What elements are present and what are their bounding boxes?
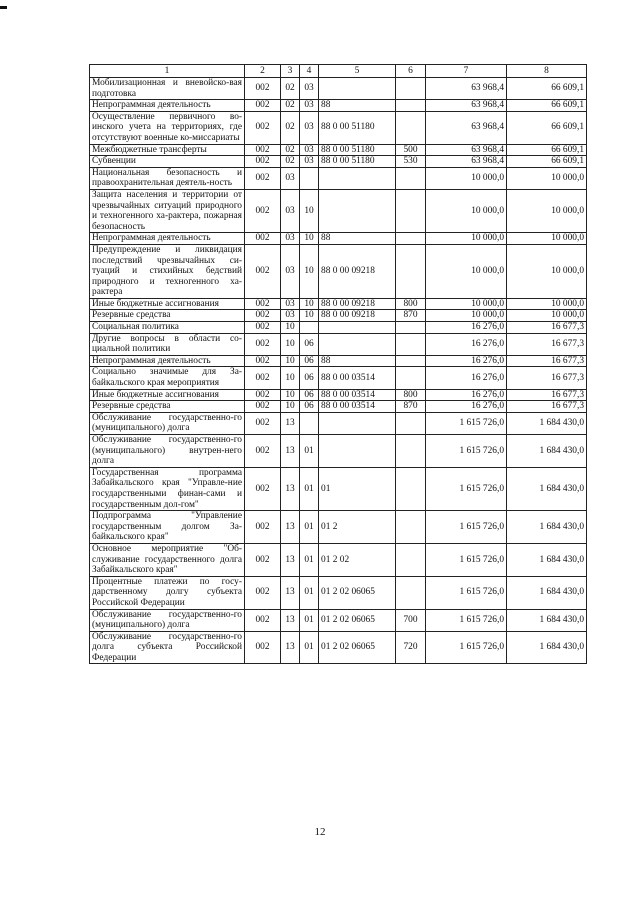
header-cell: 7 <box>426 65 507 78</box>
section-code-cell: 03 <box>281 310 300 322</box>
target-item-cell <box>319 78 396 100</box>
amount-year2-cell: 66 609,1 <box>507 144 587 156</box>
gov-code-cell: 002 <box>245 435 281 468</box>
header-cell: 8 <box>507 65 587 78</box>
subsection-code-cell: 06 <box>300 401 319 413</box>
subsection-code-cell: 10 <box>300 298 319 310</box>
amount-year1-cell: 16 276,0 <box>426 401 507 413</box>
subsection-code-cell: 01 <box>300 576 319 609</box>
amount-year1-cell: 16 276,0 <box>426 322 507 334</box>
section-code-cell: 13 <box>281 511 300 544</box>
expense-type-cell: 530 <box>396 156 426 168</box>
page-number: 12 <box>314 826 326 838</box>
amount-year2-cell: 1 684 430,0 <box>507 511 587 544</box>
row-name-cell: Обслуживание государственно-го (муниципального) долга <box>90 609 245 631</box>
amount-year2-cell: 16 677,3 <box>507 389 587 401</box>
amount-year1-cell: 16 276,0 <box>426 333 507 355</box>
row-name-cell: Подпрограмма "Управление государственным долгом За-байкальского края" <box>90 511 245 544</box>
gov-code-cell: 002 <box>245 111 281 144</box>
gov-code-cell: 002 <box>245 389 281 401</box>
amount-year1-cell: 1 615 726,0 <box>426 631 507 664</box>
section-code-cell: 13 <box>281 631 300 664</box>
subsection-code-cell: 01 <box>300 543 319 576</box>
table-row <box>90 111 587 144</box>
row-name-cell: Процентные платежи по госу-дарственному долгу субъекта Российской Федерации <box>90 576 245 609</box>
amount-year1-cell: 16 276,0 <box>426 389 507 401</box>
section-code-cell: 13 <box>281 576 300 609</box>
expense-type-cell <box>396 189 426 232</box>
expense-type-cell <box>396 333 426 355</box>
expense-type-cell: 700 <box>396 609 426 631</box>
expense-type-cell <box>396 78 426 100</box>
subsection-code-cell: 06 <box>300 355 319 367</box>
table-row <box>90 189 587 232</box>
amount-year2-cell: 16 677,3 <box>507 333 587 355</box>
row-name-cell: Обслуживание государственно-го долга субъекта Российской Федерации <box>90 631 245 664</box>
section-code-cell: 03 <box>281 189 300 232</box>
amount-year1-cell: 10 000,0 <box>426 167 507 189</box>
subsection-code-cell: 06 <box>300 389 319 401</box>
expense-type-cell <box>396 244 426 298</box>
gov-code-cell: 002 <box>245 100 281 112</box>
row-name-cell: Резервные средства <box>90 310 245 322</box>
gov-code-cell: 002 <box>245 467 281 510</box>
section-code-cell: 13 <box>281 609 300 631</box>
gov-code-cell: 002 <box>245 367 281 389</box>
subsection-code-cell: 10 <box>300 189 319 232</box>
expense-type-cell: 720 <box>396 631 426 664</box>
gov-code-cell: 002 <box>245 144 281 156</box>
table-row <box>90 233 587 245</box>
table-row <box>90 576 587 609</box>
row-name-cell: Национальная безопасность и правоохранительная деятель-ность <box>90 167 245 189</box>
row-name-cell: Иные бюджетные ассигнования <box>90 298 245 310</box>
amount-year1-cell: 1 615 726,0 <box>426 576 507 609</box>
header-cell: 3 <box>281 65 300 78</box>
target-item-cell: 88 <box>319 233 396 245</box>
expense-type-cell <box>396 233 426 245</box>
expense-type-cell <box>396 355 426 367</box>
section-code-cell: 10 <box>281 322 300 334</box>
amount-year2-cell: 66 609,1 <box>507 156 587 168</box>
gov-code-cell: 002 <box>245 233 281 245</box>
row-name-cell: Непрограммная деятельность <box>90 233 245 245</box>
expense-type-cell <box>396 111 426 144</box>
target-item-cell <box>319 333 396 355</box>
subsection-code-cell: 06 <box>300 367 319 389</box>
expense-type-cell <box>396 435 426 468</box>
amount-year2-cell: 1 684 430,0 <box>507 631 587 664</box>
target-item-cell: 88 0 00 51180 <box>319 156 396 168</box>
amount-year1-cell: 63 968,4 <box>426 100 507 112</box>
row-name-cell: Непрограммная деятельность <box>90 355 245 367</box>
subsection-code-cell: 03 <box>300 156 319 168</box>
header-cell: 6 <box>396 65 426 78</box>
row-name-cell: Непрограммная деятельность <box>90 100 245 112</box>
section-code-cell: 10 <box>281 333 300 355</box>
header-cell: 2 <box>245 65 281 78</box>
section-code-cell: 13 <box>281 467 300 510</box>
amount-year2-cell: 1 684 430,0 <box>507 609 587 631</box>
expense-type-cell <box>396 543 426 576</box>
amount-year2-cell: 1 684 430,0 <box>507 543 587 576</box>
subsection-code-cell <box>300 167 319 189</box>
gov-code-cell: 002 <box>245 78 281 100</box>
expense-type-cell <box>396 322 426 334</box>
scan-corner-mark <box>0 6 7 9</box>
amount-year1-cell: 1 615 726,0 <box>426 412 507 434</box>
target-item-cell: 01 2 02 06065 <box>319 631 396 664</box>
row-name-cell: Предупреждение и ликвидация последствий чрезвычайных си-туаций и стихийных бедствий природного и техногенного ха-рактера <box>90 244 245 298</box>
table-row <box>90 100 587 112</box>
section-code-cell: 03 <box>281 244 300 298</box>
target-item-cell: 88 0 00 03514 <box>319 389 396 401</box>
subsection-code-cell: 01 <box>300 467 319 510</box>
amount-year1-cell: 1 615 726,0 <box>426 543 507 576</box>
subsection-code-cell: 03 <box>300 78 319 100</box>
section-code-cell: 10 <box>281 367 300 389</box>
row-name-cell: Другие вопросы в области со-циальной политики <box>90 333 245 355</box>
target-item-cell <box>319 167 396 189</box>
table-row <box>90 389 587 401</box>
amount-year1-cell: 63 968,4 <box>426 156 507 168</box>
gov-code-cell: 002 <box>245 322 281 334</box>
row-name-cell: Субвенции <box>90 156 245 168</box>
amount-year2-cell: 16 677,3 <box>507 355 587 367</box>
gov-code-cell: 002 <box>245 401 281 413</box>
section-code-cell: 13 <box>281 412 300 434</box>
row-name-cell: Межбюджетные трансферты <box>90 144 245 156</box>
row-name-cell: Социально значимые для За-байкальского края мероприятия <box>90 367 245 389</box>
subsection-code-cell <box>300 322 319 334</box>
row-name-cell: Мобилизационная и вневойско-вая подготовка <box>90 78 245 100</box>
row-name-cell: Осуществление первичного во-инского учета на территориях, где отсутствуют военные ко-миссариаты <box>90 111 245 144</box>
section-code-cell: 13 <box>281 543 300 576</box>
row-name-cell: Защита населения и территории от чрезвычайных ситуаций природного и техногенного ха-рактера, пожарная безопасность <box>90 189 245 232</box>
target-item-cell: 01 2 <box>319 511 396 544</box>
gov-code-cell: 002 <box>245 310 281 322</box>
amount-year2-cell: 1 684 430,0 <box>507 412 587 434</box>
subsection-code-cell: 01 <box>300 631 319 664</box>
target-item-cell: 01 2 02 06065 <box>319 609 396 631</box>
gov-code-cell: 002 <box>245 631 281 664</box>
expense-type-cell <box>396 576 426 609</box>
expense-type-cell: 870 <box>396 401 426 413</box>
section-code-cell: 13 <box>281 435 300 468</box>
expense-type-cell <box>396 367 426 389</box>
expense-type-cell: 800 <box>396 389 426 401</box>
table-row <box>90 435 587 468</box>
header-cell: 5 <box>319 65 396 78</box>
header-row <box>90 65 587 78</box>
table-row <box>90 322 587 334</box>
amount-year2-cell: 10 000,0 <box>507 167 587 189</box>
budget-table <box>89 64 587 664</box>
subsection-code-cell: 10 <box>300 233 319 245</box>
amount-year1-cell: 1 615 726,0 <box>426 435 507 468</box>
amount-year1-cell: 16 276,0 <box>426 355 507 367</box>
section-code-cell: 10 <box>281 401 300 413</box>
target-item-cell <box>319 322 396 334</box>
table-row <box>90 367 587 389</box>
subsection-code-cell: 01 <box>300 511 319 544</box>
table-row <box>90 310 587 322</box>
row-name-cell: Государственная программа Забайкальского края "Управле-ние государственными финан-сами и государственным дол-гом" <box>90 467 245 510</box>
expense-type-cell: 870 <box>396 310 426 322</box>
amount-year1-cell: 16 276,0 <box>426 367 507 389</box>
amount-year2-cell: 10 000,0 <box>507 244 587 298</box>
table-row <box>90 78 587 100</box>
amount-year2-cell: 10 000,0 <box>507 310 587 322</box>
table-row <box>90 355 587 367</box>
gov-code-cell: 002 <box>245 609 281 631</box>
table-row <box>90 412 587 434</box>
section-code-cell: 03 <box>281 233 300 245</box>
amount-year1-cell: 10 000,0 <box>426 244 507 298</box>
amount-year1-cell: 10 000,0 <box>426 233 507 245</box>
amount-year1-cell: 63 968,4 <box>426 78 507 100</box>
expense-type-cell <box>396 412 426 434</box>
gov-code-cell: 002 <box>245 412 281 434</box>
amount-year2-cell: 1 684 430,0 <box>507 467 587 510</box>
amount-year2-cell: 1 684 430,0 <box>507 435 587 468</box>
target-item-cell: 88 0 00 03514 <box>319 367 396 389</box>
target-item-cell: 01 2 02 <box>319 543 396 576</box>
table-row <box>90 467 587 510</box>
row-name-cell: Иные бюджетные ассигнования <box>90 389 245 401</box>
gov-code-cell: 002 <box>245 167 281 189</box>
gov-code-cell: 002 <box>245 333 281 355</box>
header-cell: 4 <box>300 65 319 78</box>
subsection-code-cell: 10 <box>300 310 319 322</box>
section-code-cell: 10 <box>281 355 300 367</box>
subsection-code-cell: 03 <box>300 111 319 144</box>
table-row <box>90 543 587 576</box>
amount-year1-cell: 63 968,4 <box>426 111 507 144</box>
amount-year2-cell: 10 000,0 <box>507 298 587 310</box>
section-code-cell: 03 <box>281 167 300 189</box>
gov-code-cell: 002 <box>245 511 281 544</box>
amount-year1-cell: 1 615 726,0 <box>426 609 507 631</box>
row-name-cell: Основное мероприятие "Об-служивание государственного долга Забайкальского края" <box>90 543 245 576</box>
section-code-cell: 02 <box>281 100 300 112</box>
target-item-cell <box>319 435 396 468</box>
target-item-cell: 88 0 00 51180 <box>319 111 396 144</box>
expense-type-cell <box>396 467 426 510</box>
section-code-cell: 02 <box>281 144 300 156</box>
target-item-cell <box>319 189 396 232</box>
subsection-code-cell: 01 <box>300 609 319 631</box>
gov-code-cell: 002 <box>245 189 281 232</box>
section-code-cell: 02 <box>281 156 300 168</box>
table-body <box>90 78 587 664</box>
table-row <box>90 298 587 310</box>
amount-year2-cell: 66 609,1 <box>507 78 587 100</box>
table-row <box>90 156 587 168</box>
table-row <box>90 144 587 156</box>
row-name-cell: Обслуживание государственно-го (муниципального) долга <box>90 412 245 434</box>
row-name-cell: Обслуживание государственно-го (муниципального) внутрен-него долга <box>90 435 245 468</box>
gov-code-cell: 002 <box>245 543 281 576</box>
amount-year1-cell: 10 000,0 <box>426 189 507 232</box>
table-row <box>90 167 587 189</box>
subsection-code-cell: 03 <box>300 100 319 112</box>
amount-year2-cell: 66 609,1 <box>507 111 587 144</box>
section-code-cell: 10 <box>281 389 300 401</box>
amount-year2-cell: 1 684 430,0 <box>507 576 587 609</box>
expense-type-cell: 500 <box>396 144 426 156</box>
subsection-code-cell: 10 <box>300 244 319 298</box>
target-item-cell: 88 0 00 09218 <box>319 310 396 322</box>
amount-year2-cell: 10 000,0 <box>507 233 587 245</box>
target-item-cell: 01 2 02 06065 <box>319 576 396 609</box>
amount-year1-cell: 10 000,0 <box>426 298 507 310</box>
subsection-code-cell: 03 <box>300 144 319 156</box>
target-item-cell: 01 <box>319 467 396 510</box>
target-item-cell: 88 <box>319 355 396 367</box>
row-name-cell: Социальная политика <box>90 322 245 334</box>
table-row <box>90 609 587 631</box>
subsection-code-cell: 01 <box>300 435 319 468</box>
amount-year1-cell: 1 615 726,0 <box>426 467 507 510</box>
gov-code-cell: 002 <box>245 355 281 367</box>
target-item-cell: 88 0 00 09218 <box>319 298 396 310</box>
amount-year2-cell: 10 000,0 <box>507 189 587 232</box>
expense-type-cell <box>396 511 426 544</box>
section-code-cell: 03 <box>281 298 300 310</box>
target-item-cell: 88 0 00 09218 <box>319 244 396 298</box>
expense-type-cell <box>396 167 426 189</box>
target-item-cell: 88 0 00 51180 <box>319 144 396 156</box>
table-row <box>90 401 587 413</box>
subsection-code-cell: 06 <box>300 333 319 355</box>
target-item-cell: 88 <box>319 100 396 112</box>
table-row <box>90 244 587 298</box>
row-name-cell: Резервные средства <box>90 401 245 413</box>
table-row <box>90 511 587 544</box>
gov-code-cell: 002 <box>245 156 281 168</box>
section-code-cell: 02 <box>281 78 300 100</box>
amount-year2-cell: 16 677,3 <box>507 401 587 413</box>
amount-year2-cell: 16 677,3 <box>507 367 587 389</box>
header-cell: 1 <box>90 65 245 78</box>
expense-type-cell: 800 <box>396 298 426 310</box>
table-row <box>90 333 587 355</box>
amount-year1-cell: 10 000,0 <box>426 310 507 322</box>
expense-type-cell <box>396 100 426 112</box>
table-row <box>90 631 587 664</box>
amount-year1-cell: 1 615 726,0 <box>426 511 507 544</box>
amount-year2-cell: 66 609,1 <box>507 100 587 112</box>
gov-code-cell: 002 <box>245 244 281 298</box>
amount-year2-cell: 16 677,3 <box>507 322 587 334</box>
target-item-cell <box>319 412 396 434</box>
gov-code-cell: 002 <box>245 298 281 310</box>
amount-year1-cell: 63 968,4 <box>426 144 507 156</box>
section-code-cell: 02 <box>281 111 300 144</box>
subsection-code-cell <box>300 412 319 434</box>
target-item-cell: 88 0 00 03514 <box>319 401 396 413</box>
gov-code-cell: 002 <box>245 576 281 609</box>
